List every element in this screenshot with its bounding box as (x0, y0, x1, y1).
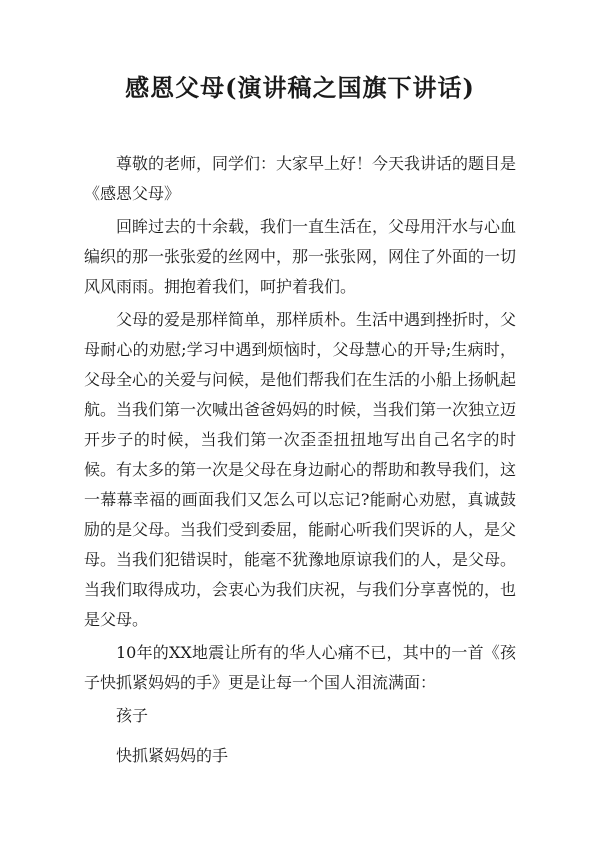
document-body (84, 149, 516, 781)
paragraph-greeting: 尊敬的老师，同学们：大家早上好！今天我讲话的题目是《感恩父母》 (84, 154, 517, 203)
paragraph-recollection: 回眸过去的十余载，我们一直生活在，父母用汗水与心血编织的那一张张爱的丝网中，那一张张网，网住了外面的一切风风雨雨。拥抱着我们，呵护着我们。 (84, 217, 517, 296)
paragraph-earthquake: 10年的XX地震让所有的华人心痛不已，其中的一首《孩子快抓紧妈妈的手》更是让每一个国人泪流满面： (84, 643, 516, 692)
poem-line-2: 快抓紧妈妈的手 (116, 746, 229, 765)
paragraph-parents-love: 父母的爱是那样简单，那样质朴。生活中遇到挫折时，父母耐心的劝慰;学习中遇到烦恼时，父母慧心的开导;生病时，父母全心的关爱与问候，是他们帮我们在生活的小船上扬帆起航。当我们第一次喊出爸爸妈妈的时候，当我们第一次独立迈开步子的时候，当我们第一次歪歪扭扭地写出自己名字的时候。有太多的第一次是父母在身边耐心的帮助和教导我们，这一幕幕幸福的画面我们又怎么可以忘记?能耐心劝慰，真诚鼓励的是父母。当我们受到委屈，能耐心听我们哭诉的人，是父母。当我们犯错误时，能毫不犹豫地原谅我们的人，是父母。当我们取得成功，会衷心为我们庆祝，与我们分享喜悦的，也是父母。 (84, 310, 517, 629)
document-title: 感恩父母(演讲稿之国旗下讲话) (125, 73, 475, 102)
poem-line-1: 孩子 (116, 706, 149, 725)
